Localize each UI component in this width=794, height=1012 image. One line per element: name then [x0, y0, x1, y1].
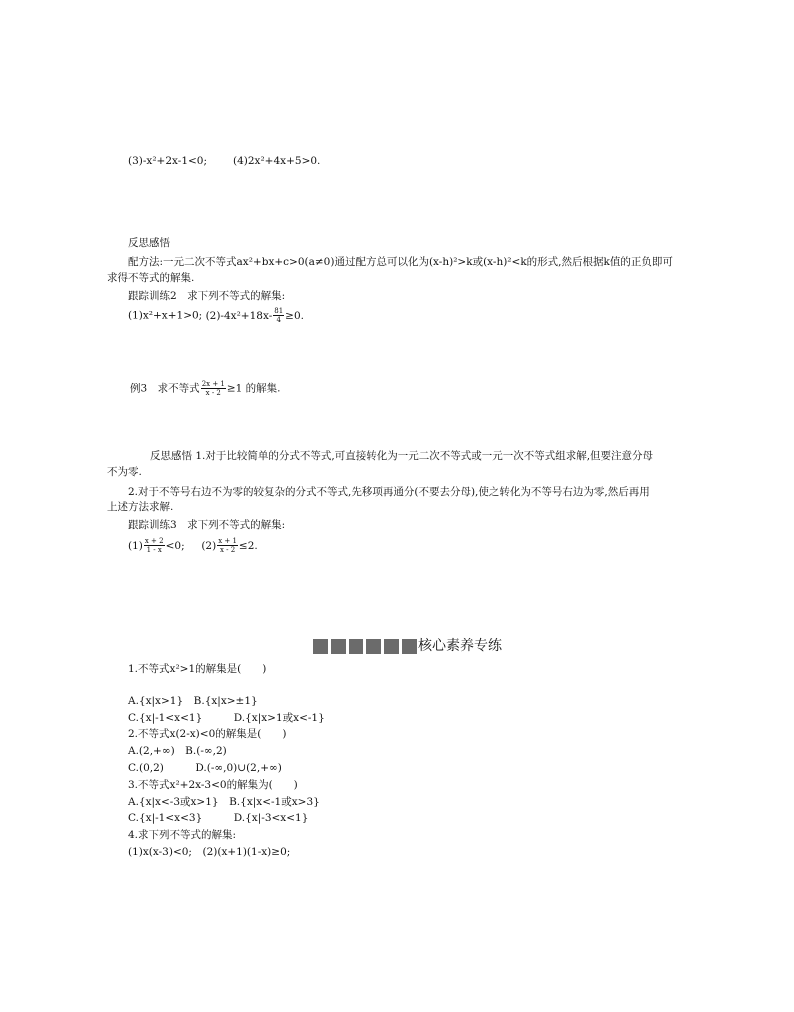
exercise-line: 1.不等式x²>1的解集是( ) [128, 663, 267, 675]
reflection-2-line: 2.对于不等号右边不为零的较复杂的分式不等式,先移项再通分(不要去分母),使之转化为不等号右边为零,然后再用 [128, 486, 650, 498]
exercise-line: 3.不等式x²+2x-3<0的解集为( ) [128, 779, 298, 791]
example-3: 例3 求不等式 $\frac{2x + 1}{x - 2}$ ≥1 的解集. [130, 380, 281, 397]
fraction: $\frac{2x + 1}{x - 2}$ [201, 380, 225, 397]
follow-up-2-item-2: (2)-4x²+18x- $\frac{81}{4}$ ≥0. [205, 307, 304, 324]
problem-4: (4)2x²+4x+5>0. [233, 155, 321, 167]
exercise-line: C.{x|-1<x<3} D.{x|-3<x<1} [128, 812, 309, 824]
follow-up-2-title: 跟踪训练2 求下列不等式的解集: [128, 290, 286, 302]
section-title: 核心素养专练 [418, 638, 502, 654]
reflection-2-line: 不为零. [107, 466, 142, 478]
reflection-line: 配方法:一元二次不等式ax²+bx+c>0(a≠0)通过配方总可以化为(x-h)²>k或(x-h)²<k的形式,然后根据k值的正负即可 [128, 256, 673, 268]
reflection-2-line: 反思感悟 1.对于比较简单的分式不等式,可直接转化为一元二次不等式或一元一次不等式组求解,但要注意分母 [150, 450, 654, 462]
follow-up-3-items [128, 537, 258, 554]
reflection-2-line: 上述方法求解. [107, 501, 174, 513]
exercise-line: 4.求下列不等式的解集: [128, 829, 237, 841]
exercise-line: C.{x|-1<x<1} D.{x|x>1或x<-1} [128, 712, 325, 724]
exercise-line: C.(0,2) D.(-∞,0)∪(2,+∞) [128, 762, 282, 774]
follow-up-2-items [128, 307, 304, 324]
problem-3: (3)-x²+2x-1<0; [128, 155, 208, 167]
reflection-title: 反思感悟 [128, 237, 170, 249]
exercise-line: A.{x|x<-3或x>1} B.{x|x<-1或x>3} [128, 796, 320, 808]
exercise-line: A.{x|x>1} B.{x|x>±1} [128, 695, 258, 707]
follow-up-2-item-1: (1)x²+x+1>0; [128, 309, 203, 322]
fraction: $\frac{x + 1}{x - 2}$ [218, 537, 237, 554]
exercise-line: A.(2,+∞) B.(-∞,2) [128, 745, 227, 757]
follow-up-3-item-1: (1) $\frac{x + 2}{1 - x}$ <0; [128, 537, 185, 554]
fraction: $\frac{81}{4}$ [274, 307, 284, 324]
reflection-line: 求得不等式的解集. [107, 272, 195, 284]
follow-up-3-title: 跟踪训练3 求下列不等式的解集: [128, 519, 286, 531]
exercise-line: 2.不等式x(2-x)<0的解集是( ) [128, 728, 287, 740]
section-header-decoration [313, 639, 417, 654]
follow-up-3-item-2: (2) $\frac{x + 1}{x - 2}$ ≤2. [201, 537, 258, 554]
fraction: $\frac{x + 2}{1 - x}$ [144, 537, 164, 554]
exercise-line: (1)x(x-3)<0; (2)(x+1)(1-x)≥0; [128, 846, 291, 858]
